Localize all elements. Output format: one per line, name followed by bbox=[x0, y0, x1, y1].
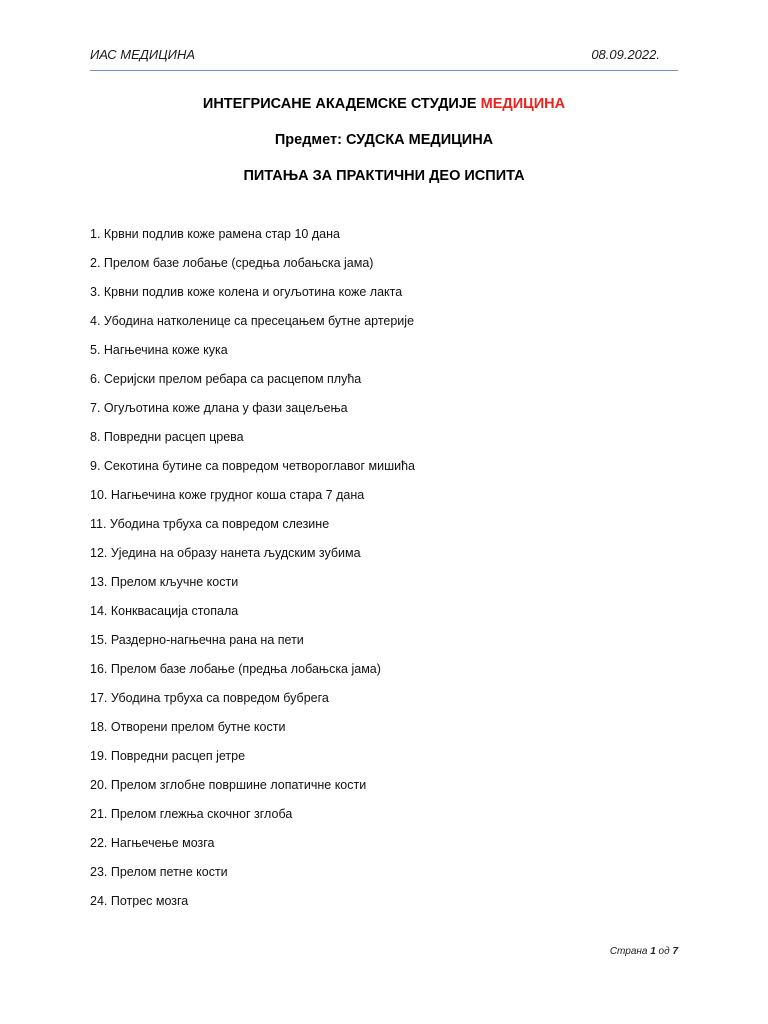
header-date: 08.09.2022. bbox=[591, 47, 660, 62]
footer-total-pages: 7 bbox=[672, 946, 678, 957]
question-item-19: 19. Повредни расцеп јетре bbox=[90, 749, 246, 763]
question-item-2: 2. Прелом базе лобање (средња лобањска јама) bbox=[90, 256, 374, 270]
subject-line: Предмет: СУДСКА МЕДИЦИНА bbox=[274, 132, 494, 148]
question-item-7: 7. Огуљотина коже длана у фази зацељења bbox=[90, 401, 348, 415]
question-item-24: 24. Потрес мозга bbox=[90, 894, 189, 908]
question-item-13: 13. Прелом кључне кости bbox=[90, 575, 239, 589]
question-list bbox=[90, 225, 690, 921]
footer-current-page: 1 bbox=[650, 946, 656, 957]
question-item-12: 12. Уједина на образу нанета људским зубима bbox=[90, 546, 361, 560]
title-block bbox=[0, 94, 768, 186]
question-item-1: 1. Крвни подлив коже рамена стар 10 дана bbox=[90, 227, 340, 241]
question-item-10: 10. Нагњечина коже грудног коша стара 7 дана bbox=[90, 488, 365, 502]
header-title: ИАС МЕДИЦИНА bbox=[90, 47, 196, 62]
question-item-11: 11. Убодина трбуха са повредом слезине bbox=[90, 517, 330, 531]
question-item-20: 20. Прелом зглобне површине лопатичне кости bbox=[90, 778, 367, 792]
question-item-9: 9. Секотина бутине са повредом четвороглавог мишића bbox=[90, 459, 415, 473]
question-item-3: 3. Крвни подлив коже колена и огуљотина коже лакта bbox=[90, 285, 403, 299]
title-main: ИНТЕГРИСАНЕ АКАДЕМСКЕ СТУДИЈЕ bbox=[202, 96, 481, 112]
question-item-4: 4. Убодина натколенице са пресецањем бутне артерије bbox=[90, 314, 415, 328]
title-accent: МЕДИЦИНА bbox=[480, 96, 566, 112]
footer-middle: од bbox=[655, 946, 673, 957]
section-heading: ПИТАЊА ЗА ПРАКТИЧНИ ДЕО ИСПИТА bbox=[243, 168, 525, 184]
question-item-18: 18. Отворени прелом бутне кости bbox=[90, 720, 286, 734]
question-item-6: 6. Серијски прелом ребара са расцепом плућа bbox=[90, 372, 362, 386]
footer-prefix: Страна bbox=[609, 946, 651, 957]
question-item-22: 22. Нагњечење мозга bbox=[90, 836, 215, 850]
question-item-8: 8. Повредни расцеп црева bbox=[90, 430, 244, 444]
question-item-14: 14. Конквасација стопала bbox=[90, 604, 239, 618]
question-item-23: 23. Прелом петне кости bbox=[90, 865, 228, 879]
question-item-16: 16. Прелом базе лобање (предња лобањска јама) bbox=[90, 662, 381, 676]
document-title bbox=[0, 94, 768, 114]
page-header bbox=[90, 44, 678, 71]
question-item-15: 15. Раздерно-нагњечна рана на пети bbox=[90, 633, 304, 647]
question-item-17: 17. Убодина трбуха са повредом бубрега bbox=[90, 691, 329, 705]
question-item-21: 21. Прелом глежња скочног зглоба bbox=[90, 807, 293, 821]
question-item-5: 5. Нагњечина коже кука bbox=[90, 343, 228, 357]
page-footer bbox=[610, 946, 678, 957]
